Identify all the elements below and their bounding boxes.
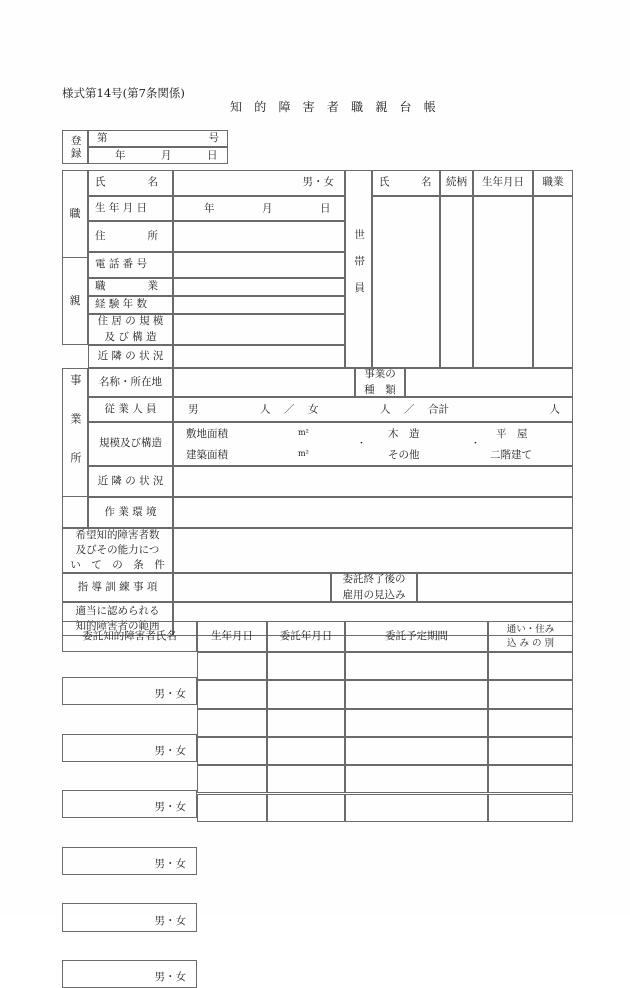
entrust-cell-commute-type[interactable] bbox=[488, 709, 573, 737]
job-parent-occupation-input[interactable] bbox=[173, 278, 345, 296]
entrust-cell-commute-type[interactable] bbox=[488, 794, 573, 822]
job-parent-dob-day: 日 bbox=[320, 201, 331, 214]
structure-option-wooden[interactable]: 木 造 bbox=[388, 428, 420, 440]
business-neighborhood-label: 近 隣 の 状 況 bbox=[88, 466, 173, 497]
page-title: 知 的 障 害 者 職 親 台 帳 bbox=[230, 100, 440, 114]
entrust-cell-name[interactable] bbox=[62, 903, 197, 931]
registration-number-prefix: 第 bbox=[97, 131, 108, 144]
floors-option-single[interactable]: 平 屋 bbox=[496, 428, 528, 440]
site-area-label: 敷地面積 bbox=[186, 428, 228, 440]
employees-slash-2: ／ bbox=[404, 402, 415, 415]
registration-date-day: 日 bbox=[207, 148, 218, 161]
training-items-input[interactable] bbox=[173, 573, 331, 602]
job-parent-residence-input[interactable] bbox=[173, 314, 345, 345]
registration-label: 登録 bbox=[62, 130, 88, 164]
business-work-environment-input[interactable] bbox=[173, 497, 573, 528]
entrust-cell-period[interactable] bbox=[345, 709, 488, 737]
entrust-cell-commute-type[interactable] bbox=[488, 652, 573, 680]
job-parent-experience-input[interactable] bbox=[173, 296, 345, 314]
entrust-cell-commute-type[interactable] bbox=[488, 765, 573, 793]
employees-slash-1: ／ bbox=[284, 402, 295, 415]
registration-date-year: 年 bbox=[115, 148, 126, 161]
eligible-scope-label: 適当に認められる 知的障害者の範囲 bbox=[62, 602, 173, 636]
entrust-col-period: 委託予定期間 bbox=[345, 621, 488, 652]
job-parent-dob-year: 年 bbox=[204, 201, 215, 214]
post-entrust-employment-input[interactable] bbox=[417, 573, 573, 602]
structure-option-other[interactable]: その他 bbox=[388, 449, 420, 461]
entrust-cell-period[interactable] bbox=[345, 765, 488, 793]
entrust-cell-name[interactable] bbox=[62, 734, 197, 762]
entrust-cell-commute-type[interactable] bbox=[488, 737, 573, 765]
employees-total-label: 合計 bbox=[428, 402, 449, 415]
section-label-business-tail bbox=[62, 497, 88, 528]
entrust-cell-date[interactable] bbox=[267, 709, 345, 737]
entrust-cell-name[interactable] bbox=[62, 790, 197, 818]
entrust-cell-name[interactable] bbox=[62, 847, 197, 875]
job-parent-dob-label: 生 年 月 日 bbox=[88, 196, 173, 221]
entrust-col-commute-type: 通い・住み 込 み の 別 bbox=[488, 621, 573, 652]
entrust-cell-date[interactable] bbox=[267, 737, 345, 765]
entrust-cell-dob[interactable] bbox=[197, 737, 267, 765]
entrust-cell-name[interactable] bbox=[62, 960, 197, 988]
job-parent-phone-label: 電 話 番 号 bbox=[88, 252, 173, 278]
household-col-name: 氏 名 bbox=[372, 170, 440, 196]
business-type-label: 事業の 種 類 bbox=[355, 368, 405, 397]
site-area-unit: m² bbox=[298, 428, 309, 437]
entrust-col-dob: 生年月日 bbox=[197, 621, 267, 652]
entrust-gender-marker: 男・女 bbox=[154, 744, 186, 757]
entrust-cell-dob[interactable] bbox=[197, 765, 267, 793]
job-parent-residence-label: 住 居 の 規 模 及 び 構 造 bbox=[88, 314, 173, 345]
employees-male-label: 男 bbox=[188, 402, 199, 415]
entrust-cell-dob[interactable] bbox=[197, 794, 267, 822]
building-area-label: 建築面積 bbox=[186, 449, 228, 461]
registration-number-field[interactable] bbox=[88, 130, 228, 147]
entrust-cell-date[interactable] bbox=[267, 680, 345, 708]
form-number: 様式第14号(第7条関係) bbox=[62, 86, 185, 100]
entrust-cell-dob[interactable] bbox=[197, 680, 267, 708]
post-entrust-employment-label: 委託終了後の 雇用の見込み bbox=[331, 573, 417, 602]
desired-persons-label: 希望知的障害者数 及びその能力につ い て の 条 件 bbox=[62, 528, 173, 573]
job-parent-dob-input[interactable] bbox=[173, 196, 345, 221]
business-name-location-label: 名称・所在地 bbox=[88, 368, 173, 397]
business-work-environment-label: 作 業 環 境 bbox=[88, 497, 173, 528]
entrust-cell-name[interactable] bbox=[62, 677, 197, 705]
household-cell-name[interactable] bbox=[372, 196, 440, 368]
job-parent-experience-label: 経 験 年 数 bbox=[88, 296, 173, 314]
job-parent-occupation-label: 職 業 bbox=[88, 278, 173, 296]
job-parent-address-label: 住 所 bbox=[88, 221, 173, 252]
entrust-cell-date[interactable] bbox=[267, 765, 345, 793]
job-parent-address-input[interactable] bbox=[173, 221, 345, 252]
entrust-cell-period[interactable] bbox=[345, 652, 488, 680]
employees-female-unit: 人 bbox=[380, 402, 391, 415]
structure-option-separator: ・ bbox=[357, 439, 367, 449]
floors-option-double[interactable]: 二階建て bbox=[490, 449, 532, 461]
floors-option-separator: ・ bbox=[471, 439, 481, 449]
building-area-unit: m² bbox=[298, 449, 309, 458]
entrust-cell-commute-type[interactable] bbox=[488, 680, 573, 708]
section-label-job-parent-top: 職 bbox=[62, 170, 88, 258]
job-parent-phone-input[interactable] bbox=[173, 252, 345, 278]
job-parent-neighborhood-label: 近 隣 の 状 況 bbox=[88, 345, 173, 368]
job-parent-gender-marker: 男・女 bbox=[302, 176, 334, 189]
entrust-cell-period[interactable] bbox=[345, 737, 488, 765]
household-cell-dob[interactable] bbox=[473, 196, 533, 368]
entrust-cell-date[interactable] bbox=[267, 652, 345, 680]
entrust-cell-dob[interactable] bbox=[197, 709, 267, 737]
household-cell-occupation[interactable] bbox=[533, 196, 573, 368]
section-label-household: 世帯員 bbox=[345, 170, 372, 368]
household-col-relation: 続柄 bbox=[440, 170, 473, 196]
entrust-cell-date[interactable] bbox=[267, 794, 345, 822]
entrust-gender-marker: 男・女 bbox=[154, 857, 186, 870]
employees-total-unit: 人 bbox=[549, 402, 560, 415]
desired-persons-input[interactable] bbox=[173, 528, 573, 573]
job-parent-neighborhood-input[interactable] bbox=[173, 345, 345, 368]
registration-date-month: 月 bbox=[161, 148, 172, 161]
training-items-label: 指 導 訓 練 事 項 bbox=[62, 573, 173, 602]
entrust-gender-marker: 男・女 bbox=[154, 801, 186, 814]
household-col-dob: 生年月日 bbox=[473, 170, 533, 196]
job-parent-name-label: 氏 名 bbox=[88, 170, 173, 196]
business-employees-input[interactable] bbox=[173, 397, 573, 422]
employees-male-unit: 人 bbox=[260, 402, 271, 415]
entrust-cell-dob[interactable] bbox=[197, 652, 267, 680]
section-label-job-parent-bottom: 親 bbox=[62, 258, 88, 345]
job-parent-name-input[interactable] bbox=[173, 170, 345, 196]
employees-female-label: 女 bbox=[308, 402, 319, 415]
business-type-input[interactable] bbox=[405, 368, 573, 397]
business-neighborhood-input[interactable] bbox=[173, 466, 573, 497]
entrust-gender-marker: 男・女 bbox=[154, 971, 186, 984]
household-cell-relation[interactable] bbox=[440, 196, 473, 368]
entrust-gender-marker: 男・女 bbox=[154, 688, 186, 701]
entrust-cell-period[interactable] bbox=[345, 680, 488, 708]
registration-number-suffix: 号 bbox=[208, 131, 219, 144]
business-name-location-input[interactable] bbox=[173, 368, 355, 397]
entrust-col-date: 委託年月日 bbox=[267, 621, 345, 652]
business-scale-input[interactable] bbox=[173, 422, 573, 466]
business-employees-label: 従 業 人 員 bbox=[88, 397, 173, 422]
registration-date-field[interactable] bbox=[88, 147, 228, 164]
entrust-gender-marker: 男・女 bbox=[154, 914, 186, 927]
entrust-col-name: 委託知的障害者氏名 bbox=[62, 621, 197, 652]
household-col-occupation: 職業 bbox=[533, 170, 573, 196]
section-label-business: 事業所 bbox=[62, 368, 88, 497]
job-parent-dob-month: 月 bbox=[262, 201, 273, 214]
business-scale-label: 規模及び構造 bbox=[88, 422, 173, 466]
entrust-cell-period[interactable] bbox=[345, 794, 488, 822]
